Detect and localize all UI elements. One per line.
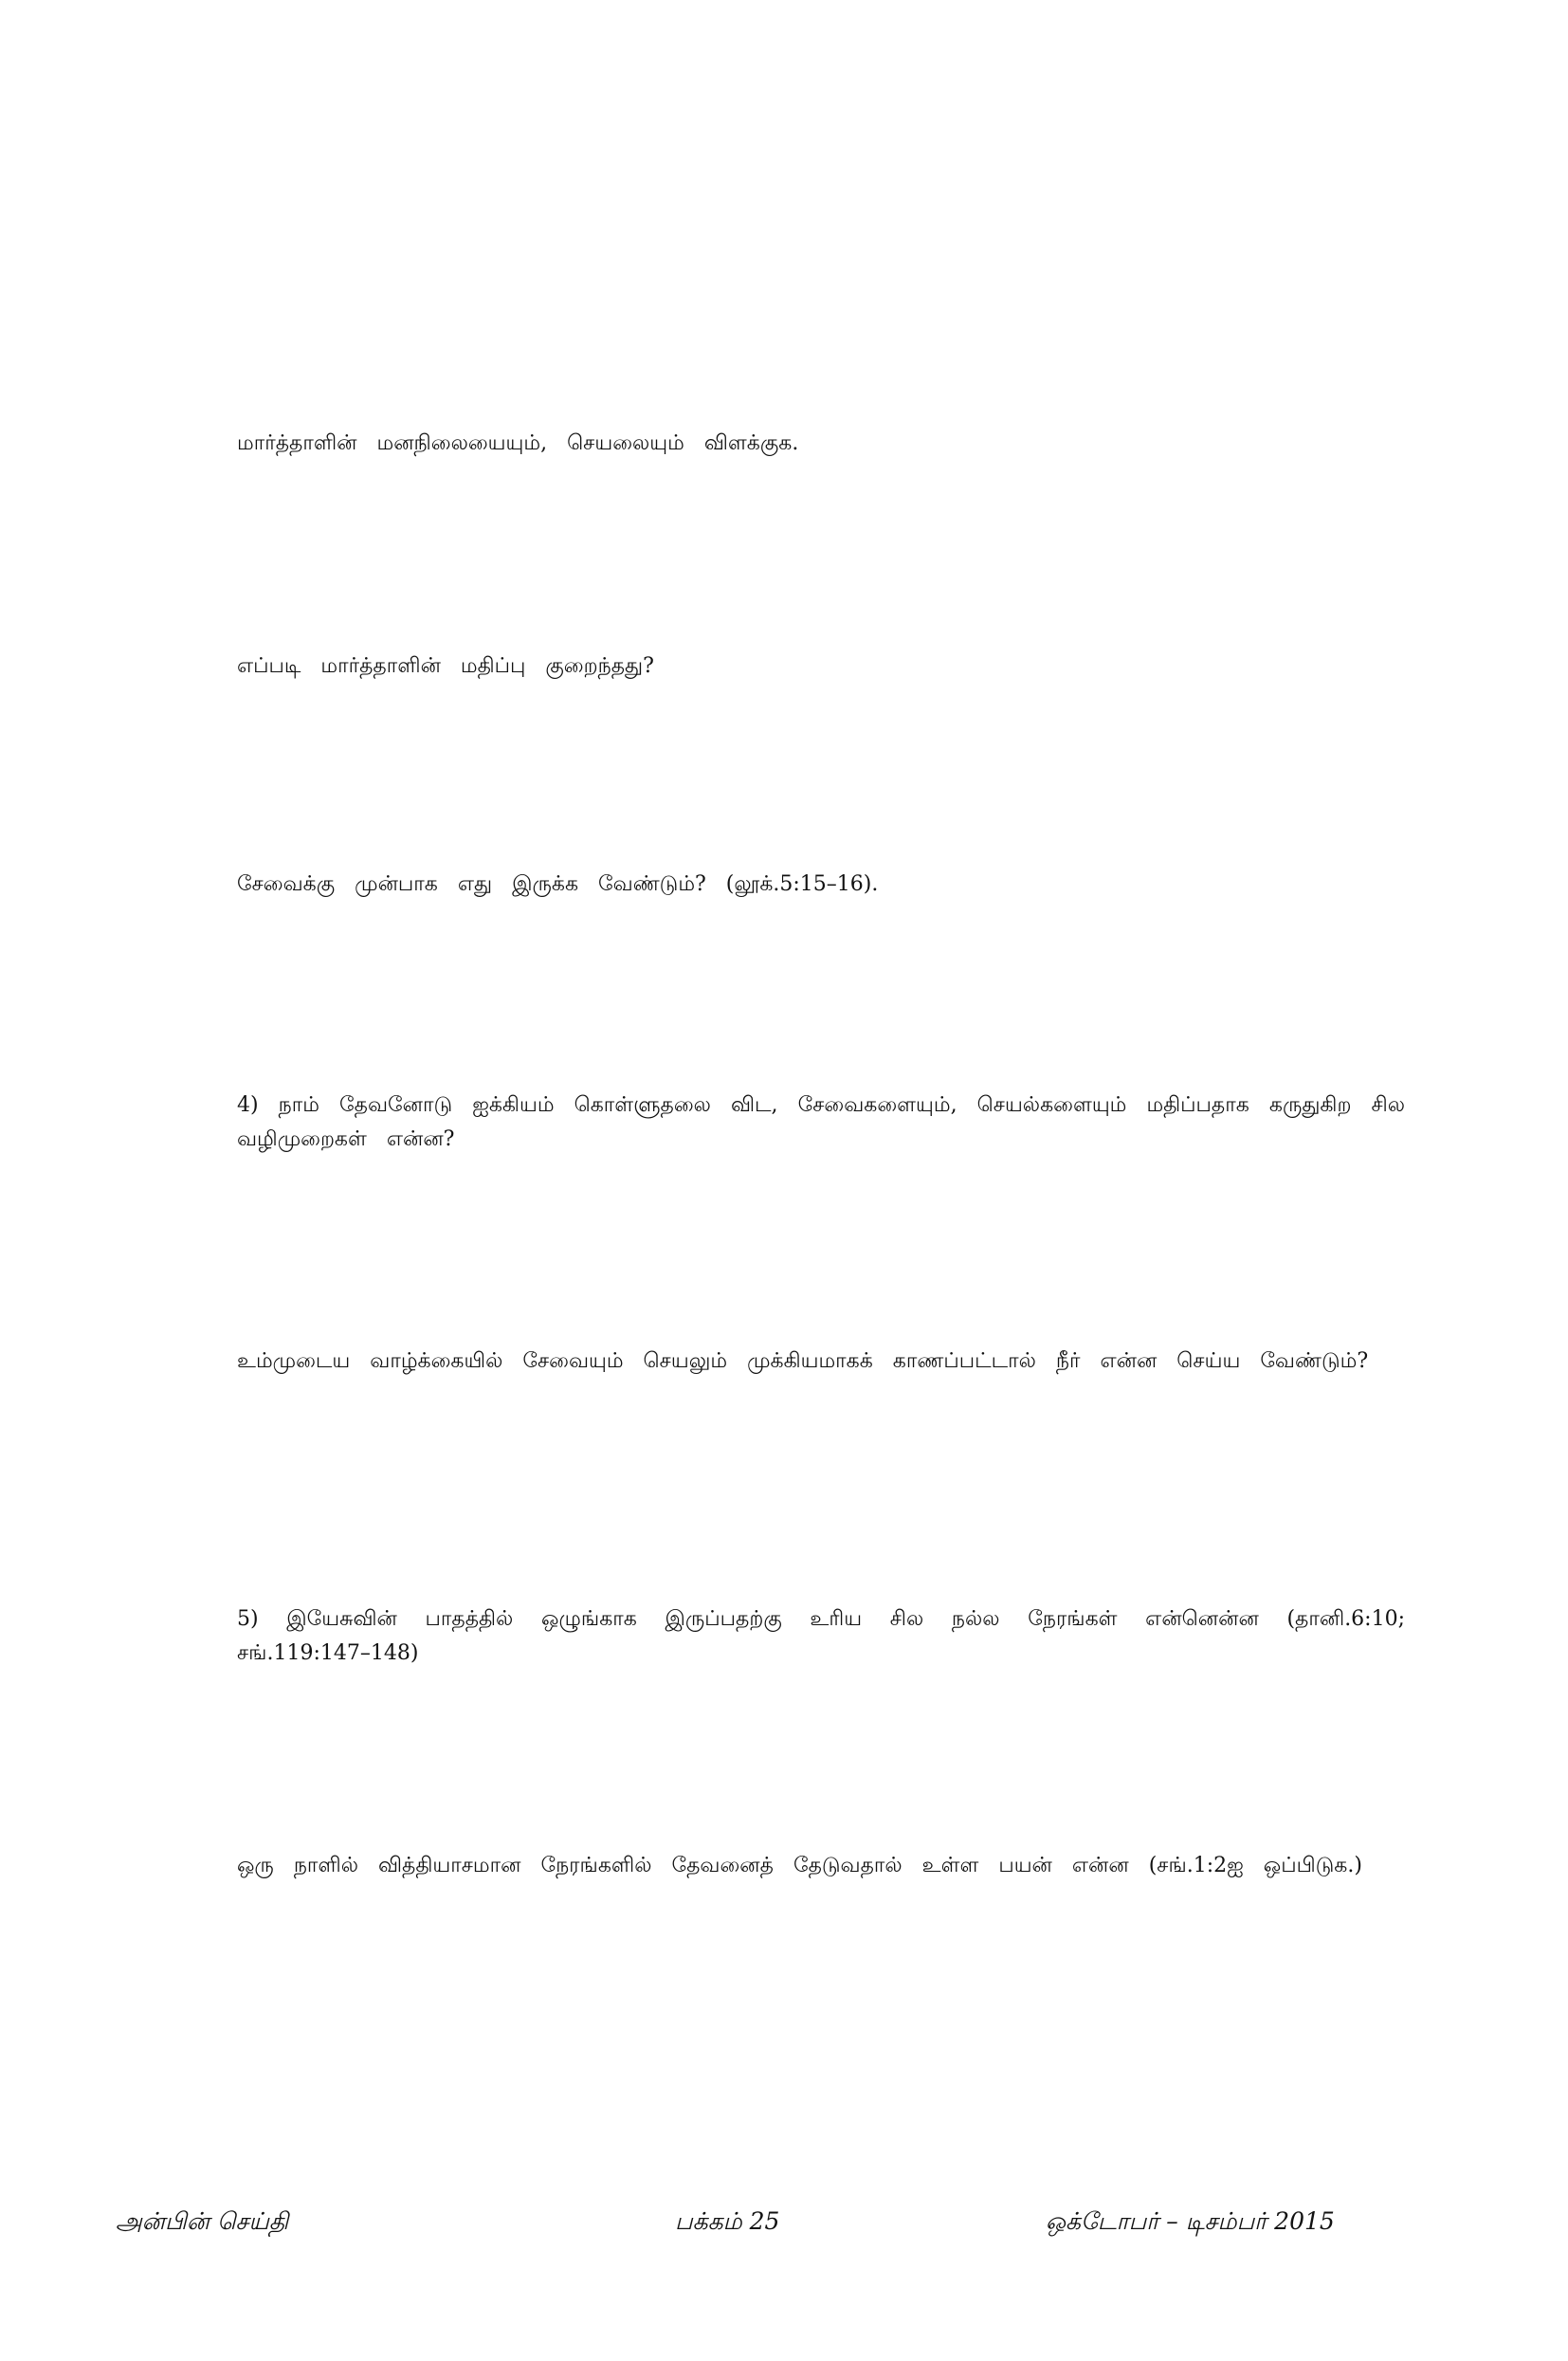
question-5-text: 5) இயேசுவின் பாதத்தில் ஒழுங்காக இருப்பதற்கு உரிய சில நல்ல நேரங்கள் என்னென்ன (தானி.6:10; சங்.119:147–148)	[237, 1607, 1405, 1665]
question-text: ஒரு நாளில் வித்தியாசமான நேரங்களில் தேவனைத் தேடுவதால் உள்ள பயன் என்ன (சங்.1:2ஐ ஒப்பிடுக.)	[237, 1854, 1362, 1877]
footer-publication-title: அன்பின் செய்தி	[116, 2207, 289, 2235]
footer-issue-date: ஒக்டோபர் – டிசம்பர் 2015	[1046, 2207, 1335, 2235]
question-text: எப்படி மார்த்தாளின் மதிப்பு குறைந்தது?	[237, 654, 654, 678]
footer-page-number: பக்கம் 25	[675, 2207, 780, 2235]
question-text: மார்த்தாளின் மனநிலையையும், செயலையும் விளக்குக.	[237, 431, 799, 455]
question-text: சேவைக்கு முன்பாக எது இருக்க வேண்டும்? (லூக்.5:15–16).	[237, 872, 879, 896]
question-4-text: 4) நாம் தேவனோடு ஐக்கியம் கொள்ளுதலை விட, சேவைகளையும், செயல்களையும் மதிப்பதாக கருதுகிற சில வழிமுறைகள் என்ன?	[237, 1093, 1405, 1151]
question-text: உம்முடைய வாழ்க்கையில் சேவையும் செயலும் முக்கியமாகக் காணப்பட்டால் நீர் என்ன செய்ய வேண்டும்?	[237, 1349, 1369, 1373]
